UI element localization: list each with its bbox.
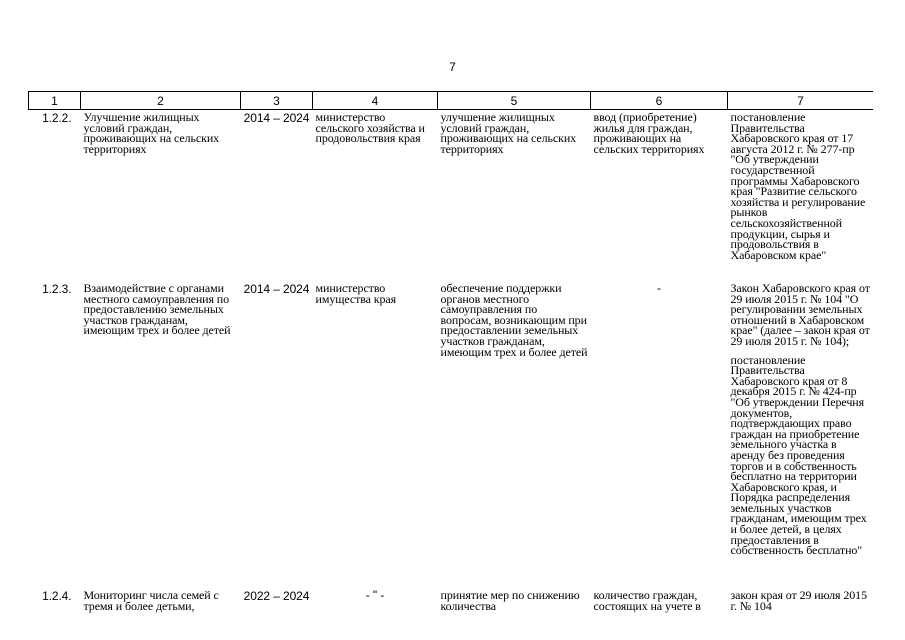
expected-result: обеспечение поддержки органов местного самоуправления по вопросам, возникающим при предоставлении земельных участков гражданам, имеющим трех и более детей	[440, 281, 588, 359]
page-number: 7	[449, 60, 456, 74]
column-number: 6	[591, 92, 728, 110]
expected-result: принятие мер по снижению количества	[440, 588, 580, 613]
column-number: 5	[438, 92, 591, 110]
responsible-executor: министерство имущества края	[315, 281, 397, 306]
table-row	[29, 110, 874, 279]
table-row	[29, 278, 874, 585]
legal-basis-paragraph: Закон Хабаровского края от 29 июля 2015 г. № 104 "О регулировании земельных отношений в Хабаровском крае" (далее – закон края от 29 июля 2015 г. № 104);	[730, 281, 870, 348]
measure-title: Мониторинг числа семей с тремя и более детьми,	[83, 588, 219, 613]
legal-basis-paragraph: постановление Правительства Хабаровского края от 8 декабря 2015 г. № 424-пр "Об утверждении Перечня документов, подтверждающих право граждан на приобретение земельного участка в аренду без проведения торгов и в собственность бесплатно на территории Хабаровского края, и Порядка распределения земельных участков гражданам, имеющим трех и более детей, в целях предоставления в собственность бесплатно"	[730, 352, 867, 558]
column-number: 4	[313, 92, 438, 110]
measure-title: Взаимодействие с органами местного самоуправления по предоставлению земельных участков гражданам, имеющим трех и более детей	[83, 281, 231, 338]
implementation-period: 2014 – 2024	[243, 282, 310, 296]
legal-basis-paragraph: закон края от 29 июля 2015 г. № 104	[730, 588, 867, 613]
target-indicator: -	[657, 281, 661, 295]
item-number: 1.2.3.	[42, 282, 72, 296]
column-number: 7	[728, 92, 874, 110]
responsible-executor: министерство сельского хозяйства и продовольствия края	[315, 110, 425, 146]
document-table-area	[28, 91, 873, 640]
table-row	[29, 585, 874, 611]
measure-title: Улучшение жилищных условий граждан, проживающих на сельских территориях	[83, 110, 220, 156]
legal-basis	[728, 585, 874, 611]
implementation-period: 2022 – 2024	[243, 589, 310, 603]
target-indicator: количество граждан, состоящих на учете в	[593, 588, 701, 613]
column-number: 3	[241, 92, 313, 110]
item-number: 1.2.4.	[42, 589, 72, 603]
column-number: 2	[81, 92, 241, 110]
expected-result: улучшение жилищных условий граждан, проживающих на сельских территориях	[440, 110, 577, 156]
item-number: 1.2.2.	[42, 111, 72, 125]
legal-basis	[728, 278, 874, 585]
column-number-row	[29, 92, 874, 110]
measures-table	[28, 91, 873, 611]
responsible-executor: - " -	[365, 588, 385, 602]
implementation-period: 2014 – 2024	[243, 111, 310, 125]
legal-basis	[728, 110, 874, 279]
column-number: 1	[29, 92, 81, 110]
legal-basis-paragraph: постановление Правительства Хабаровского края от 17 августа 2012 г. № 277-пр "Об утверждении государственной программы Хабаровского края "Развитие сельского хозяйства и регулирование рынков сельскохозяйственной продукции, сырья и продовольствия в Хабаровском крае"	[730, 110, 866, 262]
target-indicator: ввод (приобретение) жилья для граждан, проживающих на сельских территориях	[593, 110, 705, 156]
